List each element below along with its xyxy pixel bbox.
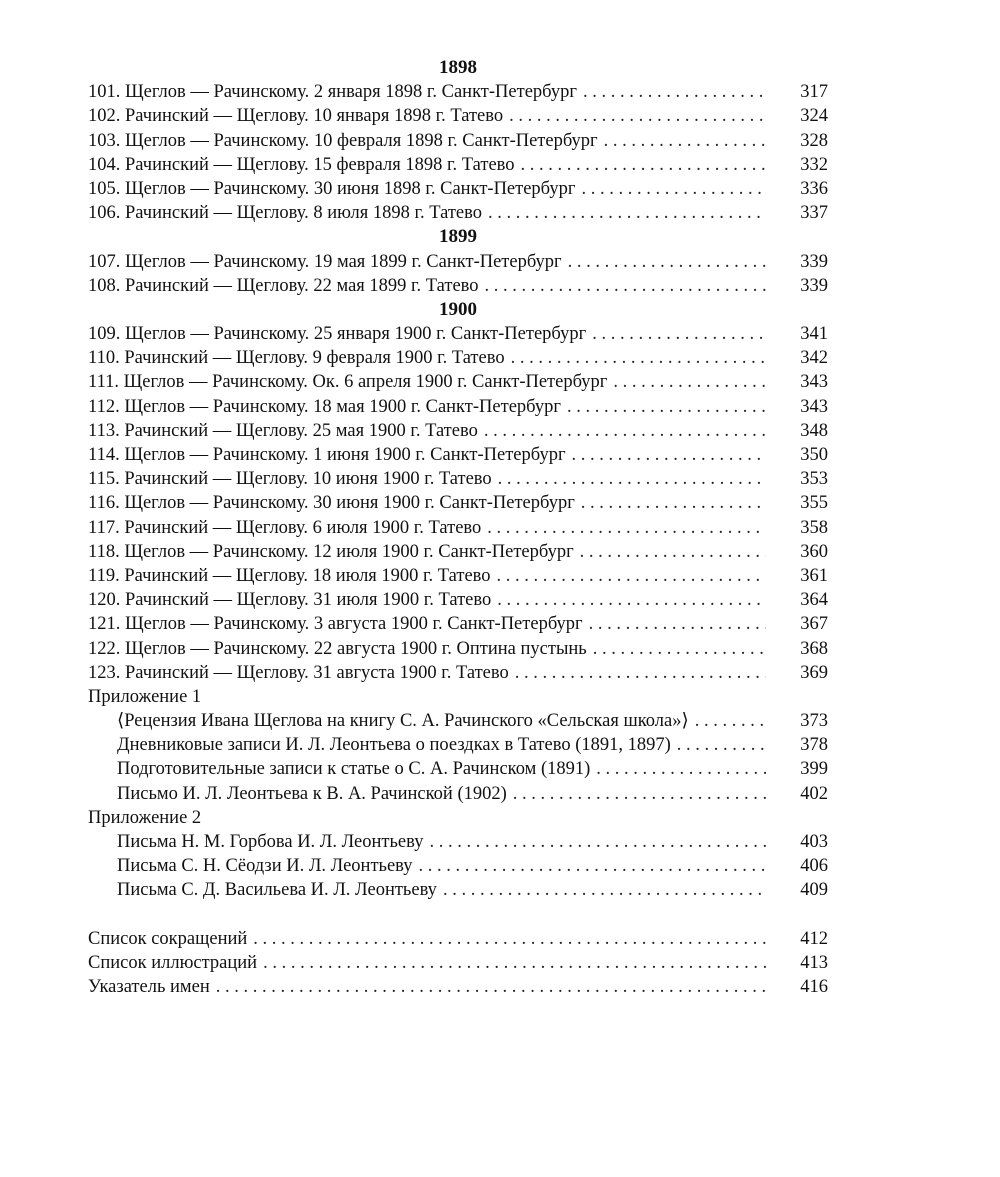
page-number: 353 [800,469,828,490]
leader-dots [429,830,766,854]
year-heading-1900: 1900 [439,298,477,320]
leader-dots [419,854,766,878]
leader-dots [695,709,766,733]
toc-entry[interactable] [88,588,828,612]
toc-entry[interactable] [88,250,828,274]
toc-entry[interactable] [88,491,828,515]
toc-entry[interactable] [88,153,828,177]
appendix-2-heading: Приложение 2 [88,807,202,828]
entry-title: 105. Щеглов — Рачинскому. 30 июня 1898 г. Санкт-Петербург [88,178,576,199]
year-heading-1898: 1898 [439,57,477,78]
toc-entry[interactable] [88,540,828,564]
toc-entry[interactable] [88,104,828,128]
entry-title: Дневниковые записи И. Л. Леонтьева о поездках в Татево (1891, 1897) [117,735,671,756]
page-number: 343 [800,396,828,417]
page-number: 339 [800,275,828,296]
page-number: 403 [800,832,828,852]
leader-dots [487,516,766,540]
entry-title: Письма С. Н. Сёодзи И. Л. Леонтьеву [117,856,413,877]
page-number: 350 [800,445,828,465]
toc-entry[interactable] [88,346,828,370]
leader-dots [443,878,766,902]
page-number: 328 [800,130,828,151]
page-number: 368 [800,638,828,659]
entry-title: 102. Рачинский — Щеглову. 10 января 1898 г. Татево [88,106,504,127]
entry-title: 101. Щеглов — Рачинскому. 2 января 1898 г. Санкт-Петербург [88,82,577,103]
leader-dots [253,927,766,951]
page-number: 343 [800,372,828,393]
toc-entry[interactable] [88,878,828,902]
page-number: 364 [800,590,828,611]
leader-dots [593,637,766,661]
leader-dots [484,419,766,443]
entry-title: 121. Щеглов — Рачинскому. 3 августа 1900 г. Санкт-Петербург [88,614,583,635]
entry-title: 110. Рачинский — Щеглову. 9 февраля 1900 г. Татево [88,348,505,369]
entry-title: 104. Рачинский — Щеглову. 15 февраля 1898 г. Татево [88,154,515,175]
leader-dots [580,540,766,564]
entry-title: 115. Рачинский — Щеглову. 10 июня 1900 г. Татево [88,469,492,490]
toc-entry[interactable] [88,201,828,225]
entry-title: 113. Рачинский — Щеглову. 25 мая 1900 г. Татево [88,420,478,441]
leader-dots [572,443,766,467]
spacer [88,903,828,927]
page-number: 402 [800,783,828,804]
page-number: 336 [800,178,828,199]
page-number: 416 [800,977,828,998]
entry-title: Список иллюстраций [88,952,258,973]
year-heading-1899: 1899 [439,226,477,248]
toc-entry[interactable] [88,757,828,781]
page-number: 341 [800,324,828,345]
toc-entry[interactable] [88,733,828,757]
leader-dots [498,467,766,491]
toc-entry[interactable] [88,564,828,588]
toc-entry[interactable] [88,661,828,685]
leader-dots [567,395,766,419]
toc-entry[interactable] [88,129,828,153]
page-number: 367 [800,614,828,635]
toc-entry[interactable] [88,395,828,419]
page-number: 332 [800,154,828,175]
entry-title: Указатель имен [88,977,210,998]
toc-entry[interactable] [88,80,828,104]
entry-title: Список сокращений [88,928,248,949]
leader-dots [568,250,766,274]
entry-title: 108. Рачинский — Щеглову. 22 мая 1899 г. Татево [88,275,479,296]
entry-title: 117. Рачинский — Щеглову. 6 июля 1900 г. Татево [88,517,482,538]
entry-title: 112. Щеглов — Рачинскому. 18 мая 1900 г. Санкт-Петербург [88,396,561,417]
entry-title: 107. Щеглов — Рачинскому. 19 мая 1899 г. Санкт-Петербург [88,251,562,272]
page-number: 358 [800,517,828,538]
entry-title: 116. Щеглов — Рачинскому. 30 июня 1900 г. Санкт-Петербург [88,493,575,514]
leader-dots [592,322,766,346]
leader-dots [513,782,766,806]
toc-entry[interactable] [88,467,828,491]
entry-title: 120. Рачинский — Щеглову. 31 июля 1900 г. Татево [88,590,492,611]
leader-dots [509,104,766,128]
toc-entry[interactable] [88,370,828,394]
entry-title: 123. Рачинский — Щеглову. 31 августа 1900 г. Татево [88,662,509,683]
table-of-contents [88,56,828,999]
entry-title: Письма Н. М. Горбова И. Л. Леонтьеву [117,832,424,852]
page-number: 342 [800,348,828,369]
page-number: 413 [800,952,828,973]
entry-title: 111. Щеглов — Рачинскому. Ок. 6 апреля 1900 г. Санкт-Петербург [88,372,608,393]
toc-entry[interactable] [88,419,828,443]
page-number: 348 [800,420,828,441]
toc-entry[interactable] [88,177,828,201]
page-number: 369 [800,662,828,683]
toc-entry[interactable] [88,274,828,298]
leader-dots [596,757,766,781]
entry-title: 109. Щеглов — Рачинскому. 25 января 1900 г. Санкт-Петербург [88,324,587,345]
entry-title: Подготовительные записи к статье о С. А. Рачинском (1891) [117,759,591,780]
toc-entry[interactable] [88,322,828,346]
leader-dots [583,80,766,104]
entry-title: 106. Рачинский — Щеглову. 8 июля 1898 г. Татево [88,203,482,224]
page-number: 409 [800,880,828,901]
page-number: 317 [800,82,828,103]
entry-title: 122. Щеглов — Рачинскому. 22 августа 1900 г. Оптина пустынь [88,638,587,659]
entry-title: 119. Рачинский — Щеглову. 18 июля 1900 г. Татево [88,565,491,586]
page-number: 337 [800,203,828,224]
page-number: 339 [800,251,828,272]
leader-dots [485,274,766,298]
page-number: 361 [800,565,828,586]
page-number: 412 [800,928,828,949]
leader-dots [589,612,766,636]
leader-dots [497,564,766,588]
toc-entry[interactable] [88,637,828,661]
toc-entry[interactable] [88,854,828,878]
page-number: 378 [800,735,828,756]
toc-entry[interactable] [88,709,828,733]
leader-dots [511,346,766,370]
page-number: 399 [800,759,828,780]
leader-dots [497,588,766,612]
toc-entry-name-index[interactable] [88,975,828,999]
appendix-1-heading: Приложение 1 [88,686,202,707]
leader-dots [216,975,766,999]
entry-title: 114. Щеглов — Рачинскому. 1 июня 1900 г. Санкт-Петербург [88,445,566,465]
entry-title: 118. Щеглов — Рачинскому. 12 июля 1900 г. Санкт-Петербург [88,541,574,562]
leader-dots [581,177,766,201]
leader-dots [604,129,766,153]
toc-entry[interactable] [88,516,828,540]
leader-dots [263,951,766,975]
leader-dots [581,491,766,515]
page-number: 406 [800,856,828,877]
page-number: 360 [800,541,828,562]
page-number: 355 [800,493,828,514]
page-number: 324 [800,106,828,127]
leader-dots [677,733,766,757]
toc-entry-illustrations[interactable] [88,951,828,975]
leader-dots [515,661,766,685]
entry-title: ⟨Рецензия Ивана Щеглова на книгу С. А. Рачинского «Сельская школа»⟩ [117,711,689,732]
toc-entry-abbreviations[interactable] [88,927,828,951]
toc-entry[interactable] [88,830,828,854]
entry-title: 103. Щеглов — Рачинскому. 10 февраля 1898 г. Санкт-Петербург [88,130,598,151]
leader-dots [613,370,766,394]
entry-title: Письмо И. Л. Леонтьева к В. А. Рачинской (1902) [117,783,507,804]
entry-title: Письма С. Д. Васильева И. Л. Леонтьеву [117,880,437,901]
leader-dots [521,153,766,177]
toc-entry[interactable] [88,782,828,806]
leader-dots [488,201,766,225]
page-number: 373 [800,711,828,732]
toc-entry[interactable] [88,443,828,467]
toc-entry[interactable] [88,612,828,636]
